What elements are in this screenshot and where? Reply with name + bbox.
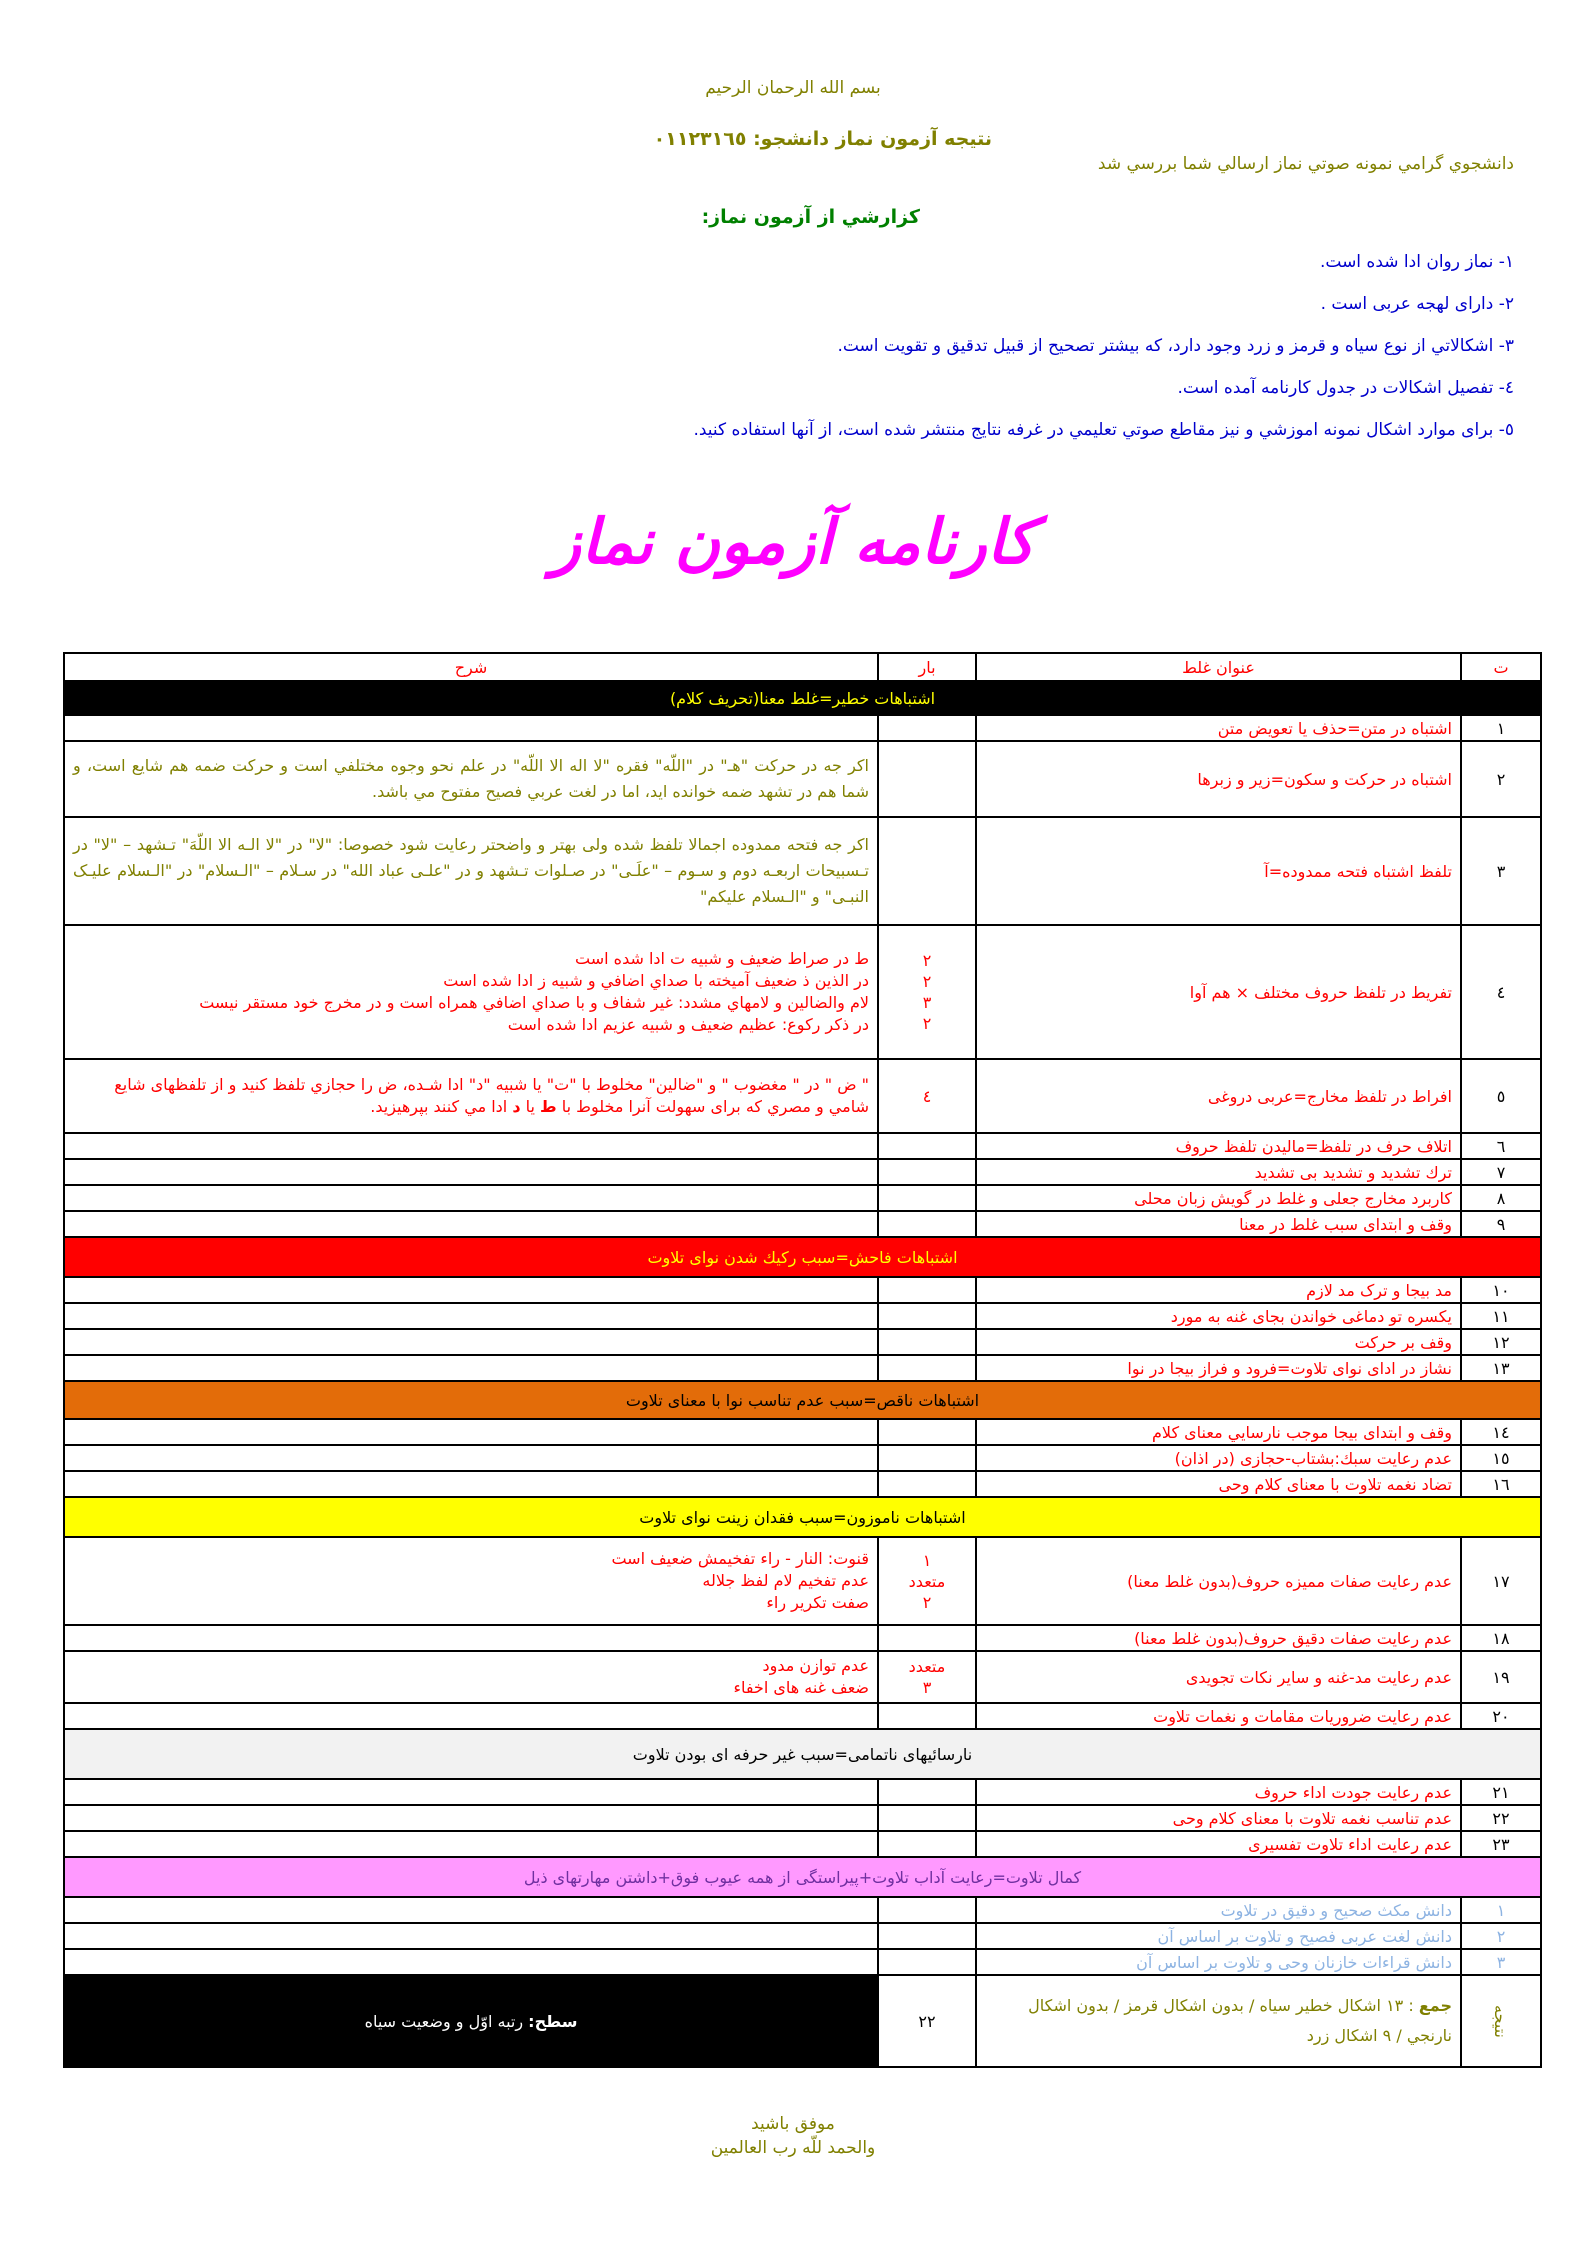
error-count: [878, 1329, 976, 1355]
row-number: ٦: [1461, 1133, 1541, 1159]
error-count: [878, 925, 976, 1059]
error-count: [878, 1159, 976, 1185]
table-row: [64, 1445, 1541, 1471]
row-number: ٢١: [1461, 1779, 1541, 1805]
error-title: دانش لغت عربی فصيح و تلاوت بر اساس آن: [976, 1923, 1461, 1949]
row-number: ١١: [1461, 1303, 1541, 1329]
section-header-row: [64, 1497, 1541, 1537]
table-row: [64, 1537, 1541, 1625]
table-row: [64, 1211, 1541, 1237]
section-header-row: [64, 1237, 1541, 1277]
error-title: افراط در تلفظ مخارج=عربی دروغی: [976, 1059, 1461, 1133]
table-row: [64, 715, 1541, 741]
error-count: ٤: [878, 1059, 976, 1133]
table-row: [64, 1277, 1541, 1303]
section-heading: نارسائيهای ناتمامی=سبب غير حرفه ای بودن تلاوت: [64, 1729, 1541, 1779]
error-count: [878, 1445, 976, 1471]
row-number: ١٥: [1461, 1445, 1541, 1471]
summary-text: [976, 1975, 1461, 2067]
error-title: اتلاف حرف در تلفظ=ماليدن تلفظ حروف: [976, 1133, 1461, 1159]
error-count: [878, 1625, 976, 1651]
row-number: ١٩: [1461, 1651, 1541, 1703]
error-title: يكسره تو دماغی خواندن بجای غنه به مورد: [976, 1303, 1461, 1329]
row-number: ١: [1461, 715, 1541, 741]
emphasized-letter: د: [512, 1097, 521, 1116]
result-label-cell: [1461, 1975, 1541, 2067]
note-item: ٤- تفصيل اشكالات در جدول كارنامه آمده است.: [1177, 378, 1514, 398]
description-line: در ذكر ركوع: عظيم ضعيف و شبيه عزيم ادا شده است: [507, 1015, 869, 1034]
column-header-count: بار: [878, 653, 976, 681]
table-row: [64, 1805, 1541, 1831]
error-description: [64, 1471, 878, 1497]
description-line: ضعف غنه های اخفاء: [733, 1678, 869, 1697]
row-number: ١٤: [1461, 1419, 1541, 1445]
table-row: [64, 817, 1541, 925]
error-description: [64, 1651, 878, 1703]
level-text: رتبه اوّل و وضعيت سياه: [364, 2011, 529, 2031]
column-header-desc: شرح: [64, 653, 878, 681]
report-title: كزارشي از آزمون نماز:: [701, 206, 920, 228]
error-count: [878, 1355, 976, 1381]
greeting-text: دانشجوي گرامي نمونه صوتي نماز ارسالي شما بررسي شد: [1097, 154, 1514, 174]
error-count: [878, 1805, 976, 1831]
row-number: ٢: [1461, 1923, 1541, 1949]
error-title: عدم رعايت صفات دقيق حروف(بدون غلط معنا): [976, 1625, 1461, 1651]
row-number: ٩: [1461, 1211, 1541, 1237]
count-line: ٢: [922, 1592, 932, 1612]
table-row: [64, 1059, 1541, 1133]
error-title: تلفظ اشتباه فتحه ممدوده=آ: [976, 817, 1461, 925]
row-number: ١٦: [1461, 1471, 1541, 1497]
table-row: [64, 1831, 1541, 1857]
sum-label: جمع: [1418, 1996, 1452, 2015]
error-description: [64, 1185, 878, 1211]
description-line: قنوت: النار - راء تفخيمش ضعيف است: [611, 1549, 869, 1568]
table-row: [64, 1329, 1541, 1355]
row-number: ١٧: [1461, 1537, 1541, 1625]
error-description: اكر جه در حركت "هـ" در "اللّه" فقره "لا اله الا اللّه" در علم نحو وجوه مختلفي است و حركت ضمه هم شايع است، و شما هم در تشهد ضمه خوانده ايد، اما در لغت عربي فصيح مفتوح مي باشد.: [64, 741, 878, 817]
note-item: ٥- برای موارد اشكال نمونه اموزشي و نيز مقاطع صوتي تعليمي در غرفه نتايج منتشر شده است، از آنها استفاده كنيد.: [693, 420, 1514, 440]
description-line: لام والضالين و لامهاي مشدد: غير شفاف و با صداي اضافي همراه است و در مخرج خود مستقر نيست: [199, 993, 869, 1012]
row-number: ٢: [1461, 741, 1541, 817]
error-description: [64, 1211, 878, 1237]
row-number: ١: [1461, 1897, 1541, 1923]
row-number: ٧: [1461, 1159, 1541, 1185]
section-header-row: [64, 1381, 1541, 1419]
table-row: [64, 1133, 1541, 1159]
table-row: [64, 1897, 1541, 1923]
error-title: نشاز در ادای نوای تلاوت=فرود و فراز بيجا در نوا: [976, 1355, 1461, 1381]
table-row: [64, 741, 1541, 817]
error-title: ترك تشديد و تشديد بی تشديد: [976, 1159, 1461, 1185]
error-count: [878, 1277, 976, 1303]
level-label: سطح:: [528, 2011, 578, 2031]
error-description: [64, 925, 878, 1059]
error-title: كاربرد مخارج جعلی و غلط در گويش زبان محلی: [976, 1185, 1461, 1211]
error-count: [878, 1703, 976, 1729]
section-header-row: [64, 681, 1541, 715]
sum-detail: : ١٣ اشكال خطير سياه / بدون اشكال قرمز / بدون اشكال نارنجي / ٩ اشكال زرد: [1028, 1996, 1452, 2045]
table-row: [64, 1303, 1541, 1329]
error-title: وقف بر حركت: [976, 1329, 1461, 1355]
footer: [0, 2112, 1586, 2160]
error-description: [64, 1133, 878, 1159]
error-count: [878, 1537, 976, 1625]
error-description: [64, 715, 878, 741]
table-row: [64, 1625, 1541, 1651]
count-line: ١: [922, 1550, 932, 1570]
result-title: نتيجه آزمون نماز دانشجو: ٠١١٢٣١٦٥: [653, 128, 992, 150]
error-description: [64, 1059, 878, 1133]
error-description: [64, 1779, 878, 1805]
row-number: ١٣: [1461, 1355, 1541, 1381]
description-line: عدم تفخيم لام لفظ جلاله: [702, 1571, 869, 1590]
error-title: عدم رعايت اداء تلاوت تفسيری: [976, 1831, 1461, 1857]
error-title: عدم رعايت جودت اداء حروف: [976, 1779, 1461, 1805]
error-count: [878, 1185, 976, 1211]
count-line: ٣: [922, 993, 932, 1012]
error-count: [878, 1303, 976, 1329]
bismillah: بسم الله الرحمان الرحيم: [705, 78, 881, 98]
section-header-row: [64, 1857, 1541, 1897]
notes-list: [414, 246, 1514, 456]
table-row: [64, 1779, 1541, 1805]
note-item: ٢- دارای لهجه عربی است .: [1320, 294, 1514, 314]
count-line: ٣: [922, 1678, 932, 1697]
error-title: عدم تناسب نغمه تلاوت با معنای كلام وحی: [976, 1805, 1461, 1831]
row-number: ٤: [1461, 925, 1541, 1059]
table-row: [64, 1355, 1541, 1381]
row-number: ٣: [1461, 817, 1541, 925]
description-text: ادا مي كنند بپرهيزيد.: [370, 1097, 513, 1116]
error-title: دانش قراءات خازنان وحی و تلاوت بر اساس آن: [976, 1949, 1461, 1975]
error-count: [878, 1419, 976, 1445]
error-title: مد بيجا و ترک مد لازم: [976, 1277, 1461, 1303]
total-count: ٢٢: [878, 1975, 976, 2067]
row-number: ١٨: [1461, 1625, 1541, 1651]
row-number: ٥: [1461, 1059, 1541, 1133]
table-row: [64, 1471, 1541, 1497]
row-number: ٣: [1461, 1949, 1541, 1975]
error-count: [878, 1471, 976, 1497]
section-header-row: [64, 1729, 1541, 1779]
error-description: [64, 1831, 878, 1857]
error-description: [64, 1897, 878, 1923]
section-heading: اشتباهات ناموزون=سبب فقدان زينت نوای تلاوت: [64, 1497, 1541, 1537]
emphasized-letter: ط: [540, 1097, 557, 1116]
table-row: [64, 1185, 1541, 1211]
table-row: [64, 1949, 1541, 1975]
error-description: اكر جه فتحه ممدوده اجمالا تلفظ شده ولی بهتر و واضحتر رعايت شود خصوصا: "لا" در "لا الـه الا اللّهَ" تـشهد – "لا" در تـسبيحات اربعـه دوم و سـوم – "علَـی" در صـلوات تـشهد و در "علـی عباد الله" در سـلام – "الـسلام" در "الـسلام عليـک النبـی" و "الـسلام عليكم": [64, 817, 878, 925]
error-description: [64, 1805, 878, 1831]
table-row: [64, 1651, 1541, 1703]
error-count: [878, 741, 976, 817]
error-description: [64, 1703, 878, 1729]
table-header-row: [64, 653, 1541, 681]
error-description: [64, 1159, 878, 1185]
section-heading: كمال تلاوت=رعايت آداب تلاوت+پيراستگی از همه عيوب فوق+داشتن مهارتهای ذيل: [64, 1857, 1541, 1897]
error-description: [64, 1277, 878, 1303]
error-count: [878, 1831, 976, 1857]
count-line: ٢: [922, 1014, 932, 1033]
report-card-title: کارنامه آزمون نماز: [551, 505, 1035, 578]
count-line: ٢: [922, 951, 932, 970]
error-title: تضاد نغمه تلاوت با معنای كلام وحی: [976, 1471, 1461, 1497]
section-heading: اشتباهات فاحش=سبب ركيك شدن نوای تلاوت: [64, 1237, 1541, 1277]
footer-line-1: موفق باشيد: [751, 2114, 835, 2134]
error-title: اشتباه در متن=حذف يا تعويض متن: [976, 715, 1461, 741]
description-text: يا: [520, 1097, 541, 1116]
description-line: عدم توازن مدود: [762, 1656, 869, 1675]
error-count: [878, 1949, 976, 1975]
error-title: عدم رعايت ضروريات مقامات و نغمات تلاوت: [976, 1703, 1461, 1729]
table-row: [64, 925, 1541, 1059]
row-number: ٨: [1461, 1185, 1541, 1211]
section-heading: اشتباهات ناقص=سبب عدم تناسب نوا با معنای تلاوت: [64, 1381, 1541, 1419]
error-title: دانش مكث صحيح و دقيق در تلاوت: [976, 1897, 1461, 1923]
error-description: [64, 1419, 878, 1445]
section-heading: اشتباهات خطير=غلط معنا(تحريف كلام): [64, 681, 1541, 715]
error-count: [878, 817, 976, 925]
error-count: [878, 1897, 976, 1923]
footer-line-2: والحمد للّه رب العالمين: [710, 2138, 876, 2158]
error-title: عدم رعايت صفات مميزه حروف(بدون غلط معنا): [976, 1537, 1461, 1625]
error-count: [878, 715, 976, 741]
table-row: [64, 1159, 1541, 1185]
description-line: ط در صراط ضعيف و شبيه ت ادا شده است: [575, 949, 869, 968]
count-line: متعدد: [908, 1571, 946, 1591]
table-row: [64, 1419, 1541, 1445]
error-count: [878, 1211, 976, 1237]
error-count: [878, 1133, 976, 1159]
result-label: نتيجه: [1491, 2004, 1511, 2038]
description-text: " ض " در " مغضوب " و "ضالين" مخلوط با "ت" يا شبيه "د" ادا شـده، ض را حجازي تلفظ كنيد و از تلفظهای شايع شامي و مصري كه برای سهولت آنرا مخلوط با: [114, 1075, 869, 1116]
error-description: [64, 1625, 878, 1651]
row-number: ٢٣: [1461, 1831, 1541, 1857]
column-header-title: عنوان غلط: [976, 653, 1461, 681]
count-line: ٢: [922, 972, 932, 991]
count-line: متعدد: [908, 1657, 946, 1676]
row-number: ١٢: [1461, 1329, 1541, 1355]
error-title: تفريط در تلفظ حروف مختلف × هم آوا: [976, 925, 1461, 1059]
error-title: وقف و ابتدای سبب غلط در معنا: [976, 1211, 1461, 1237]
error-description: [64, 1949, 878, 1975]
error-count: [878, 1779, 976, 1805]
note-item: ٣- اشكالاتي از نوع سياه و قرمز و زرد وجود دارد، كه بيشتر تصحيح از قبيل تدقيق و تقويت است.: [837, 336, 1514, 356]
note-item: ١- نماز روان ادا شده است.: [1319, 252, 1514, 272]
report-card-table: [63, 652, 1542, 2068]
error-count: [878, 1923, 976, 1949]
error-count: [878, 1651, 976, 1703]
error-title: عدم رعايت سبك:بشتاب-حجازی (در اذان): [976, 1445, 1461, 1471]
error-description: [64, 1329, 878, 1355]
error-description: [64, 1303, 878, 1329]
row-number: ٢٢: [1461, 1805, 1541, 1831]
row-number: ١٠: [1461, 1277, 1541, 1303]
column-header-num: ت: [1461, 653, 1541, 681]
error-description: [64, 1355, 878, 1381]
description-line: صفت تكرير راء: [766, 1593, 869, 1612]
error-title: وقف و ابتدای بيجا موجب نارسايي معنای كلام: [976, 1419, 1461, 1445]
level-cell: [64, 1975, 878, 2067]
table-row: [64, 1703, 1541, 1729]
description-line: در الذين ذ ضعيف آميخته با صداي اضافي و شبيه ز ادا شده است: [443, 971, 869, 990]
summary-row: [64, 1975, 1541, 2067]
error-title: اشتباه در حركت و سكون=زير و زبرها: [976, 741, 1461, 817]
error-description: [64, 1445, 878, 1471]
error-description: [64, 1537, 878, 1625]
error-description: [64, 1923, 878, 1949]
table-row: [64, 1923, 1541, 1949]
error-title: عدم رعايت مد-غنه و ساير نكات تجويدی: [976, 1651, 1461, 1703]
row-number: ٢٠: [1461, 1703, 1541, 1729]
